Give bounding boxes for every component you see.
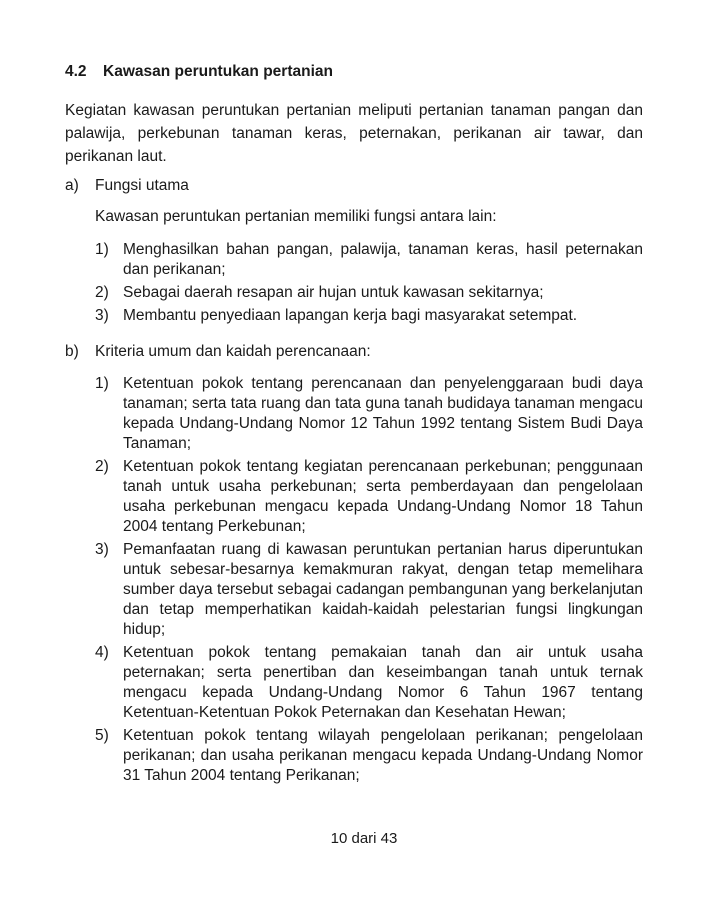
list-item-number: 2): [95, 284, 109, 301]
list-item-number: 4): [95, 644, 109, 661]
subsection-b-title: Kriteria umum dan kaidah perencanaan:: [95, 343, 371, 360]
list-item-number: 5): [95, 727, 109, 744]
list-item-text: Ketentuan pokok tentang wilayah pengelolaan perikanan; pengelolaan perikanan; dan usaha perikanan mengacu kepada Undang-Undang Nomor 31 Tahun 2004 tentang Perikanan;: [123, 727, 643, 784]
page-number: 10 dari 43: [330, 830, 398, 847]
list-item-number: 3): [95, 541, 109, 558]
subsection-a-lead: Kawasan peruntukan pertanian memiliki fungsi antara lain:: [95, 208, 497, 225]
list-item-number: 3): [95, 307, 109, 324]
list-item-number: 2): [95, 458, 109, 475]
list-item: [95, 643, 643, 723]
list-item: [95, 240, 643, 280]
function-list: [95, 240, 643, 329]
intro-paragraph: Kegiatan kawasan peruntukan pertanian meliputi pertanian tanaman pangan dan palawija, perkebunan tanaman keras, peternakan, perikanan air tawar, dan perikanan laut.: [65, 102, 643, 165]
list-item: [95, 283, 643, 303]
list-item-text: Menghasilkan bahan pangan, palawija, tanaman keras, hasil peternakan dan perikanan;: [123, 241, 643, 278]
subsection-b-letter: b): [65, 343, 79, 360]
subsection-a-heading: [65, 177, 189, 195]
subsection-a-letter: a): [65, 177, 79, 194]
list-item-text: Membantu penyediaan lapangan kerja bagi masyarakat setempat.: [123, 307, 578, 324]
list-item-text: Pemanfaatan ruang di kawasan peruntukan pertanian harus diperuntukan untuk sebesar-besarnya kemakmuran rakyat, dengan tetap memelihara sumber daya tersebut sebagai cadangan pembangunan yang berkelanjutan dan tetap memperhatikan kaidah-kaidah pelestarian fungsi lingkungan hidup;: [123, 541, 643, 638]
list-item: [95, 374, 643, 454]
subsection-b-heading: [65, 343, 371, 361]
section-title: Kawasan peruntukan pertanian: [103, 63, 333, 80]
list-item: [95, 726, 643, 786]
list-item-text: Sebagai daerah resapan air hujan untuk kawasan sekitarnya;: [123, 284, 544, 301]
list-item: [95, 540, 643, 640]
criteria-list: [95, 374, 643, 789]
list-item-number: 1): [95, 375, 109, 392]
list-item-text: Ketentuan pokok tentang pemakaian tanah dan air untuk usaha peternakan; serta penertiban dan keseimbangan tanah untuk ternak mengacu kepada Undang-Undang Nomor 6 Tahun 1967 tentang Ketentuan-Ketentuan Pokok Peternakan dan Kesehatan Hewan;: [123, 644, 643, 721]
list-item-text: Ketentuan pokok tentang perencanaan dan penyelenggaraan budi daya tanaman; serta tata ruang dan tata guna tanah budidaya tanaman mengacu kepada Undang-Undang Nomor 12 Tahun 1992 tentang Sistem Budi Daya Tanaman;: [123, 375, 643, 452]
section-number: 4.2: [65, 63, 87, 80]
list-item: [95, 457, 643, 537]
list-item: [95, 306, 643, 326]
list-item-number: 1): [95, 241, 109, 258]
subsection-a-title: Fungsi utama: [95, 177, 189, 194]
list-item-text: Ketentuan pokok tentang kegiatan perencanaan perkebunan; penggunaan tanah untuk usaha perkebunan; serta pemberdayaan dan pengelolaan usaha perkebunan mengacu kepada Undang-Undang Nomor 18 Tahun 2004 tentang Perkebunan;: [123, 458, 643, 535]
section-heading: [65, 63, 333, 81]
